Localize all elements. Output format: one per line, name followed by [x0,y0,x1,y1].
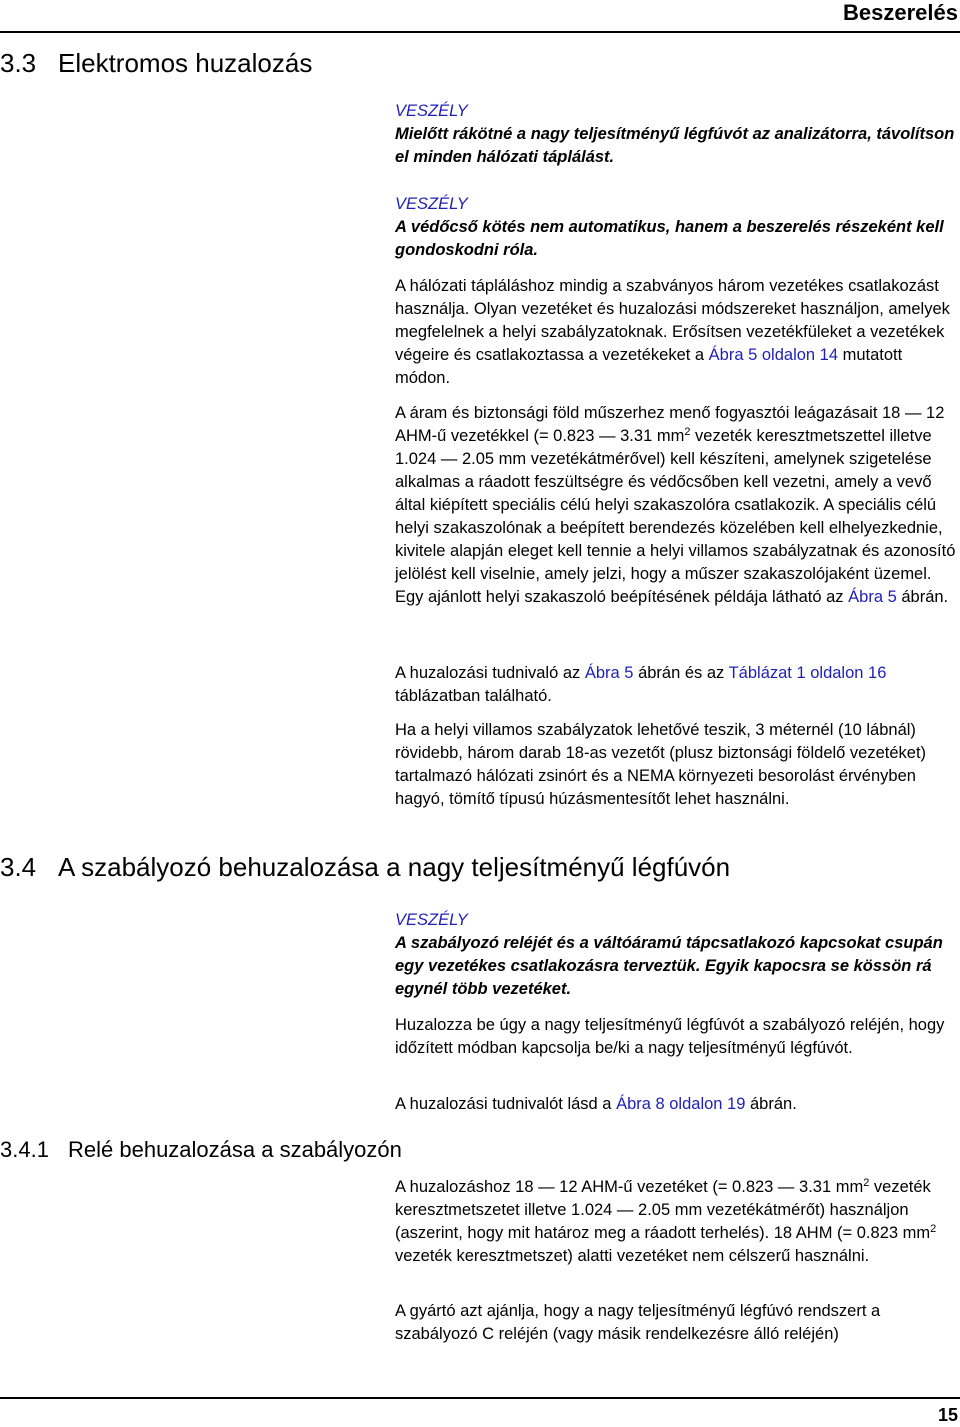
danger-text: A szabályozó reléjét és a váltóáramú tápcsatlakozó kapcsokat csupán egy vezetékes csatlakozásra terveztük. Egyik kapocsra se kössön rá egynél több vezetéket. [395,934,943,998]
paragraph-mains-wiring [395,275,957,390]
section-heading-3-3 [0,48,312,78]
link-figure-8[interactable]: Ábra 8 oldalon 19 [616,1095,746,1113]
header-rule [0,31,960,33]
link-figure-5[interactable]: Ábra 5 [848,588,897,606]
section-title: A szabályozó behuzalozása a nagy teljesítményű légfúvón [58,852,731,882]
superscript: 2 [863,1177,870,1189]
paragraph-wiring-info [395,662,957,708]
link-figure-5[interactable]: Ábra 5 [584,664,634,682]
paragraph-text: vezeték keresztmetszettel illetve 1.024 — 2.05 mm vezetékátmérővel) kell készíteni, amelynek szigetelése alkalmas a ráadott feszültségre és védőcsőben kell vezetni, amely a vevő által kiépített speciális célú helyi szakaszolóra csatlakozik. A speciális célú helyi szakaszolónak a beépített berendezés közelében kell elhelyezkednie, kivitele alapján eleget kell tennie a helyi villamos szabályzatnak és azonosító jelölést kell viselnie, amely jelzi, hogy a műszer szakaszolójaként üzemel. Egy ajánlott helyi szakaszoló beépítésének példája látható az [395,427,956,606]
paragraph-text: mutatott módon. [395,346,903,387]
danger-title: VESZÉLY [395,102,468,120]
paragraph-text: Huzalozza be úgy a nagy teljesítményű légfúvót a szabályozó reléjén, hogy időzített módban kapcsolja be/ki a nagy teljesítményű légfúvót. [395,1016,945,1057]
paragraph-branch-circuit [395,402,957,609]
section-heading-3-4 [0,852,730,882]
paragraph-text: vezeték keresztmetszet) alatti vezetéket nem célszerű használni. [395,1247,870,1265]
paragraph-text: A huzalozáshoz 18 — 12 AHM-ű vezetéket (= 0.823 — 3.31 mm [395,1178,864,1196]
footer-rule [0,1397,960,1399]
page-number: 15 [937,1405,958,1425]
section-number: 3.4 [0,852,37,882]
paragraph-text: A huzalozási tudnivaló az [395,664,585,682]
paragraph-blower-relay [395,1014,957,1060]
paragraph-text: A gyártó azt ajánlja, hogy a nagy teljesítményű légfúvó rendszert a szabályozó C reléjén (vagy másik rendelkezésre álló reléjén) [395,1302,881,1343]
danger-text: Mielőtt rákötné a nagy teljesítményű légfúvót az analizátorra, távolítson el minden hálózati táplálást. [395,125,955,166]
paragraph-text: A áram és biztonsági föld műszerhez menő fogyasztói leágazásait 18 — 12 AHM-ű vezetékkel (= 0.823 — 3.31 mm [395,404,945,445]
paragraph-text: A huzalozási tudnivalót lásd a [395,1095,617,1113]
section-number: 3.3 [0,48,37,78]
paragraph-text: vezeték keresztmetszetet illetve 1.024 — 2.05 mm vezetékátmérőt) használjon (aszerint, hogy mit határoz meg a ráadott terhelés). 18 AHM (= 0.823 mm [395,1178,931,1242]
paragraph-text: táblázatban található. [395,687,552,705]
paragraph-manufacturer-recommendation [395,1300,957,1346]
paragraph-wiring-reference [395,1093,957,1116]
paragraph-power-cord [395,719,957,811]
paragraph-text: Ha a helyi villamos szabályzatok lehetővé teszik, 3 méternél (10 lábnál) rövidebb, három darab 18-as vezetőt (plusz biztonsági földelő vezetéket) tartalmazó hálózati zsinórt és a NEMA környezeti besorolást érvényben hagyó, tömítő típusú húzásmentesítőt lehet használni. [395,721,927,808]
superscript: 2 [930,1223,937,1235]
paragraph-relay-wire-gauge [395,1176,957,1268]
link-table-1[interactable]: Táblázat 1 oldalon 16 [728,664,887,682]
danger-notice-2 [395,193,957,262]
danger-title: VESZÉLY [395,195,468,213]
paragraph-text: A hálózati tápláláshoz mindig a szabványos három vezetékes csatlakozást használja. Olyan vezetéket és huzalozási módszereket használjon, amelyek megfelelnek a helyi szabályzatoknak. Erősítsen vezetékfüleket a vezetékek végeire és csatlakoztassa a vezetékeket a [395,277,950,364]
link-figure-5[interactable]: Ábra 5 oldalon 14 [708,346,839,364]
running-header-title: Beszerelés [843,0,958,25]
danger-notice-3 [395,909,957,1001]
danger-notice-1 [395,100,957,169]
subsection-title: Relé behuzalozása a szabályozón [68,1137,402,1162]
subsection-heading-3-4-1 [0,1137,402,1163]
danger-title: VESZÉLY [395,911,468,929]
superscript: 2 [684,426,691,438]
paragraph-text: ábrán. [896,588,949,606]
danger-text: A védőcső kötés nem automatikus, hanem a beszerelés részeként kell gondoskodni róla. [395,218,944,259]
paragraph-text: ábrán és az [633,664,729,682]
subsection-number: 3.4.1 [0,1137,49,1162]
paragraph-text: ábrán. [745,1095,797,1113]
section-title: Elektromos huzalozás [58,48,313,78]
